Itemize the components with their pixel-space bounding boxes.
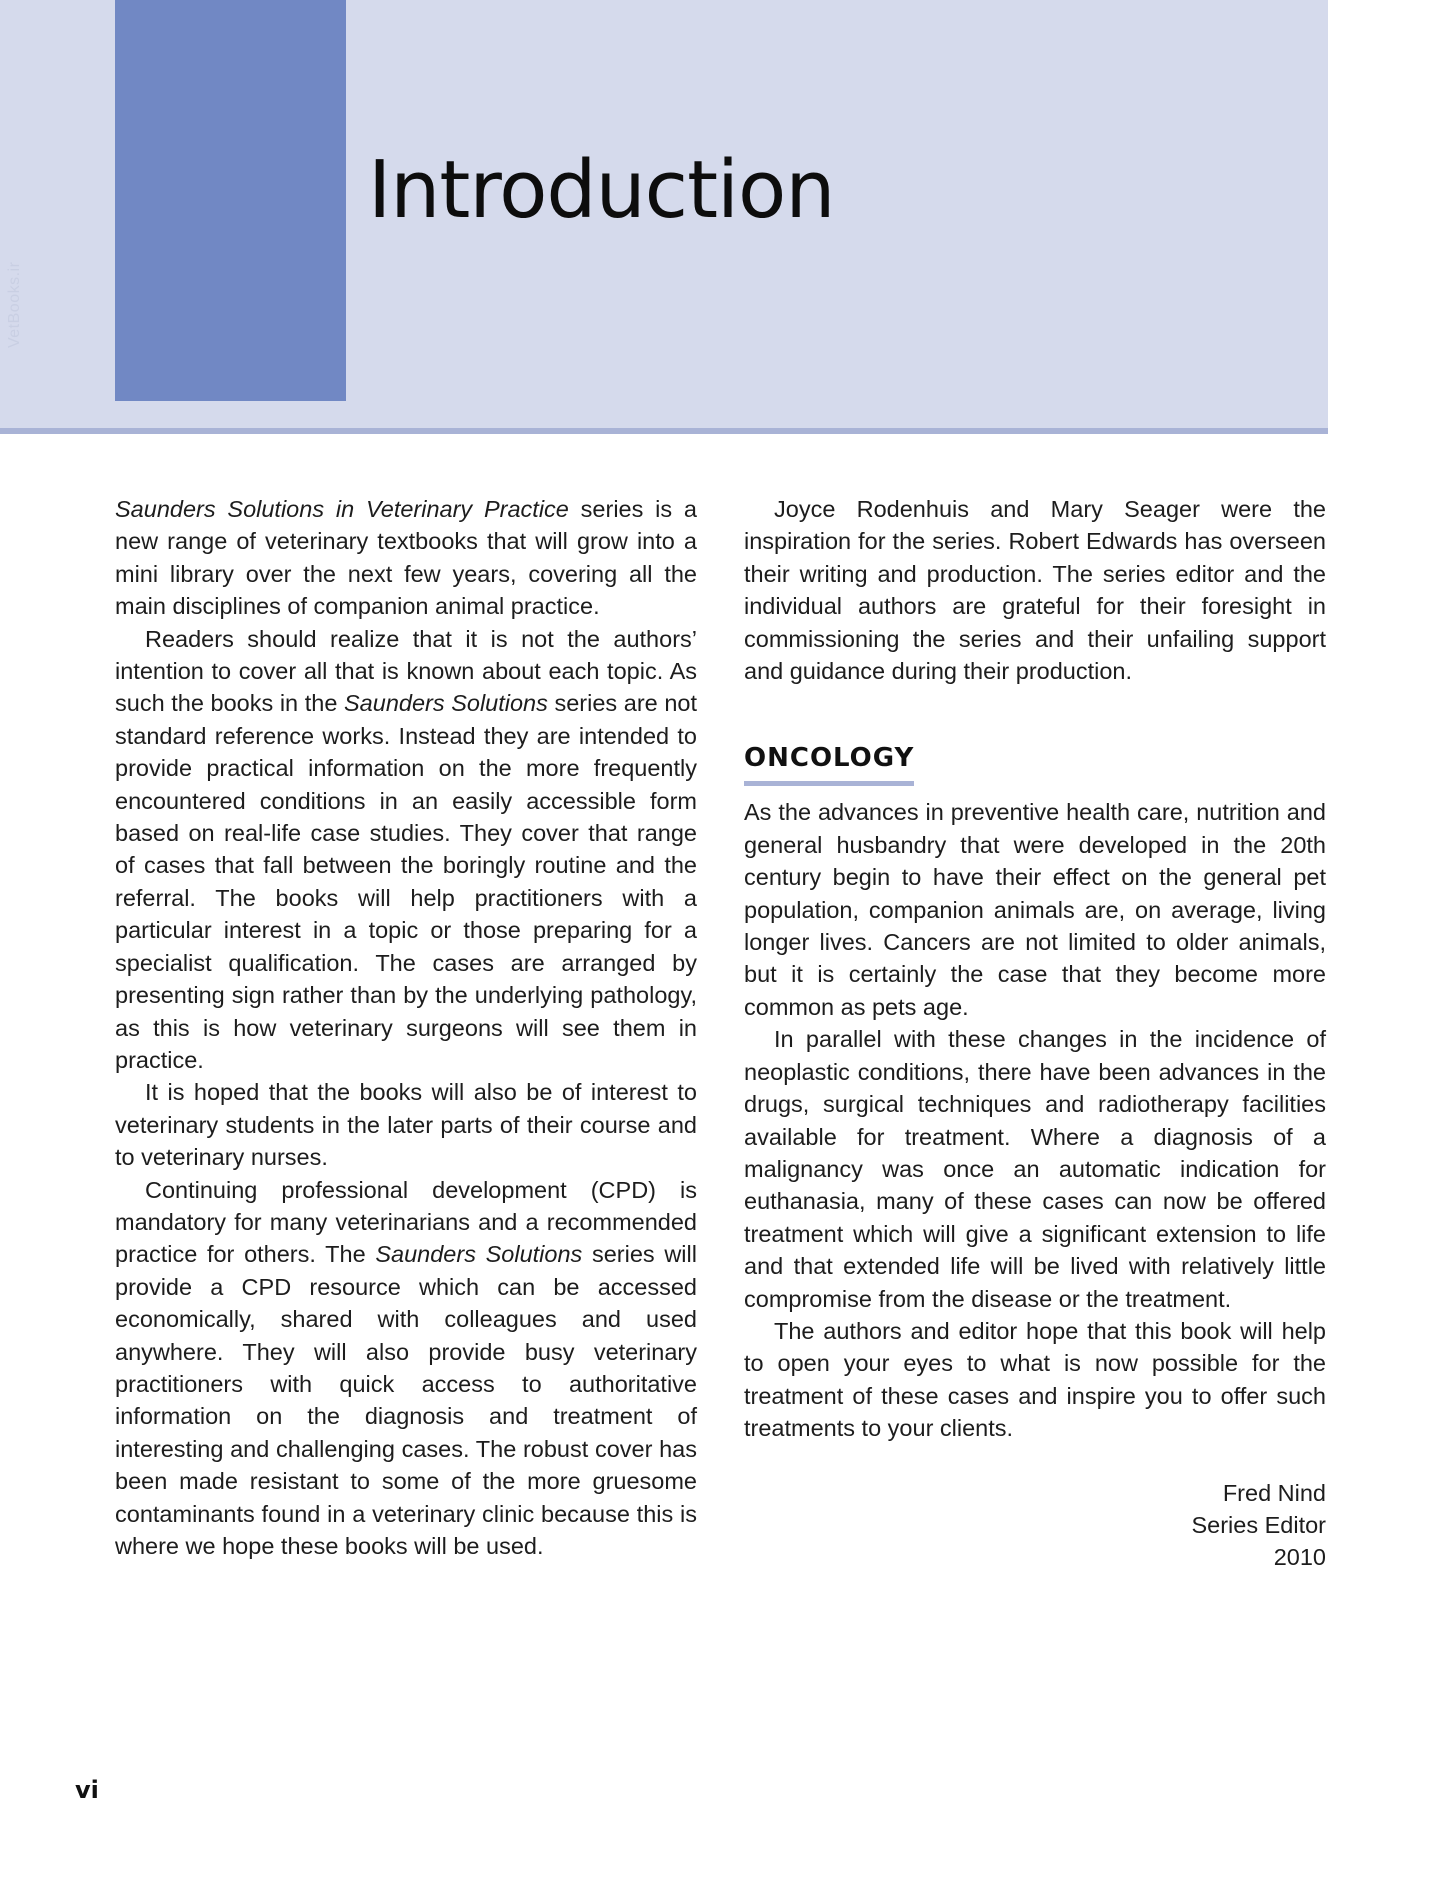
watermark: VetBooks.ir bbox=[6, 261, 23, 348]
paragraph bbox=[115, 623, 697, 1077]
signature-year: 2010 bbox=[1273, 1544, 1326, 1571]
paragraph bbox=[115, 493, 697, 623]
left-column bbox=[115, 493, 697, 1562]
paragraph: In parallel with these changes in the incidence of neoplastic conditions, there have been advances in the drugs, surgical techniques and radiotherapy facilities available for treatment. Where a diagnosis of a malignancy was once an automatic indication for euthanasia, many of these cases can now be offered treatment which will give a significant extension to life and that extended life will be lived with relatively little compromise from the disease or the treatment. bbox=[744, 1026, 1326, 1312]
page-number: vi bbox=[75, 1776, 99, 1804]
signature-block bbox=[744, 1477, 1326, 1574]
paragraph: The authors and editor hope that this book will help to open your eyes to what is now possible for the treatment of these cases and inspire you to offer such treatments to your clients. bbox=[744, 1317, 1326, 1442]
paragraph: As the advances in preventive health care, nutrition and general husbandry that were developed in the 20th century begin to have their effect on the general pet population, companion animals are, on average, living longer lives. Cancers are not limited to older animals, but it is certainly the case that they become more common as pets age. bbox=[744, 799, 1326, 1020]
paragraph bbox=[115, 1174, 697, 1563]
signature-role: Series Editor bbox=[1191, 1511, 1326, 1538]
right-column bbox=[744, 493, 1326, 1574]
header-rule bbox=[0, 428, 1328, 434]
paragraph: Joyce Rodenhuis and Mary Seager were the inspiration for the series. Robert Edwards has overseen their writing and production. The series editor and the individual authors are grateful for their foresight in commissioning the series and their unfailing support and guidance during their production. bbox=[744, 496, 1326, 685]
signature-name: Fred Nind bbox=[1222, 1479, 1326, 1506]
series-name: Saunders Solutions bbox=[344, 690, 548, 717]
paragraph-text: series will provide a CPD resource which can be accessed economically, shared with colleagues and used anywhere. They will also provide busy veterinary practitioners with quick access to authoritative information on the diagnosis and treatment of interesting and challenging cases. The robust cover has been made resistant to some of the more gruesome contaminants found in a veterinary clinic because this is where we hope these books will be used. bbox=[115, 1241, 697, 1559]
paragraph-text: series are not standard reference works. Instead they are intended to provide practical information on the more frequently encountered conditions in an easily accessible form based on real-life case studies. They cover that range of cases that fall between the boringly routine and the referral. The books will help practitioners with a particular interest in a topic or those preparing for a specialist qualification. The cases are arranged by presenting sign rather than by the underlying pathology, as this is how veterinary surgeons will see them in practice. bbox=[115, 690, 697, 1073]
page-title: Introduction bbox=[368, 144, 835, 236]
paragraph: It is hoped that the books will also be of interest to veterinary students in the later parts of their course and to veterinary nurses. bbox=[115, 1079, 697, 1171]
paragraph-text: Readers should realize that it is not the authors’ intention to cover all that is known about each topic. As such the books in the bbox=[115, 625, 697, 717]
accent-block bbox=[115, 0, 346, 401]
section-heading: ONCOLOGY bbox=[744, 741, 914, 786]
paragraph-text: series is a new range of veterinary textbooks that will grow into a mini library over the next few years, covering all the main disciplines of companion animal practice. bbox=[115, 496, 697, 620]
paragraph-text: Continuing professional development (CPD) is mandatory for many veterinarians and a recommended practice for others. The bbox=[115, 1176, 697, 1268]
series-name: Saunders Solutions in Veterinary Practice bbox=[115, 496, 569, 522]
series-name: Saunders Solutions bbox=[375, 1241, 583, 1268]
